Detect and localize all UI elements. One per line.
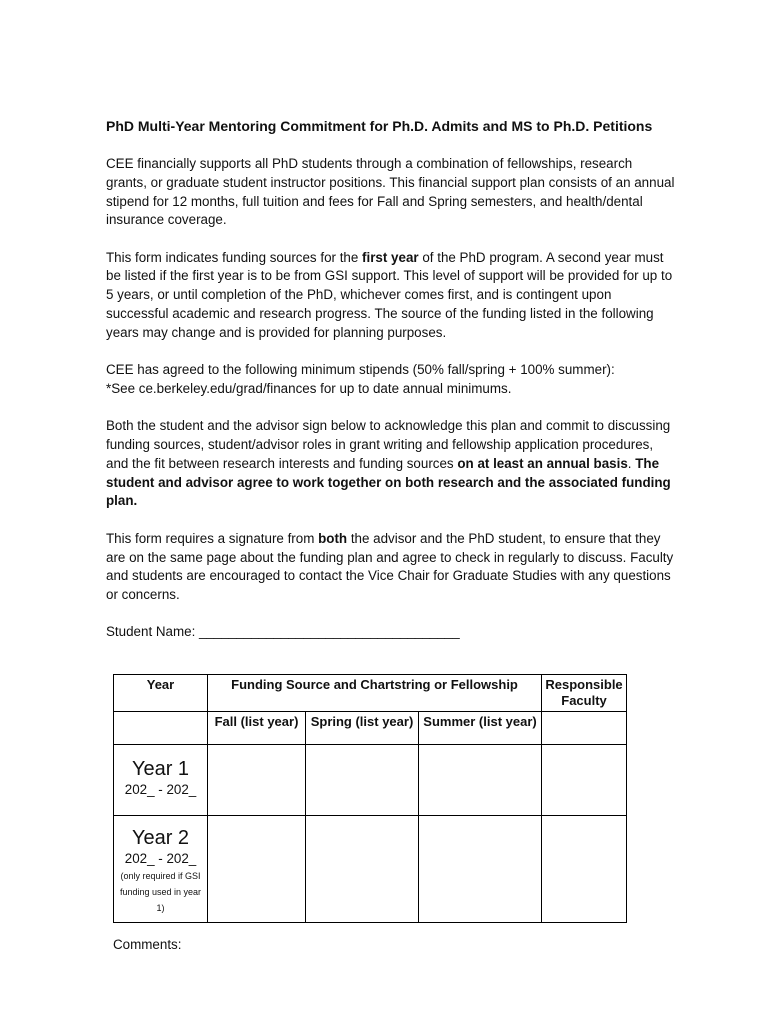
- year-1-fall-cell[interactable]: [208, 745, 306, 816]
- year-1-cell: Year 1 202_ - 202_: [114, 745, 208, 816]
- year-2-faculty-cell[interactable]: [542, 816, 627, 923]
- funding-table: [113, 674, 627, 923]
- year-2-summer-cell[interactable]: [419, 816, 542, 923]
- header-fall: Fall (list year): [208, 712, 306, 745]
- year-2-spring-cell[interactable]: [306, 816, 419, 923]
- signature-requirement-paragraph: This form requires a signature from both the advisor and the PhD student, to ensure that they are on the same page about the funding plan and agree to check in regularly to discuss. Faculty and students are encouraged to contact the Vice Chair for Graduate Studies with any questions or concerns.: [106, 530, 674, 603]
- acknowledgement-paragraph: Both the student and the advisor sign below to acknowledge this plan and commit to discussing funding sources, student/advisor roles in grant writing and fellowship application procedures, and the fit between research interests and funding sources on at least an annual basis. The student and advisor agree to work together on both research and the associated funding plan.: [106, 418, 671, 509]
- intro-paragraph: CEE financially supports all PhD students through a combination of fellowships, research grants, or graduate student instructor positions. This financial support plan consists of an annual stipend for 12 months, full tuition and fees for Fall and Spring semesters, and health/dental insurance coverage.: [106, 156, 675, 228]
- header-summer: Summer (list year): [419, 712, 542, 745]
- year-2-fall-cell[interactable]: [208, 816, 306, 923]
- student-name-field[interactable]: Student Name: ___________________________________: [106, 624, 460, 640]
- header-blank-faculty: [542, 712, 627, 745]
- stipend-paragraph: CEE has agreed to the following minimum stipends (50% fall/spring + 100% summer): *See ce.berkeley.edu/grad/finances for up to date annual minimums.: [106, 362, 615, 396]
- comments-label: Comments:: [113, 937, 182, 952]
- year-1-spring-cell[interactable]: [306, 745, 419, 816]
- year-1-faculty-cell[interactable]: [542, 745, 627, 816]
- header-spring: Spring (list year): [306, 712, 419, 745]
- year-1-summer-cell[interactable]: [419, 745, 542, 816]
- header-funding-source: Funding Source and Chartstring or Fellowship: [208, 675, 542, 712]
- year-2-cell: Year 2 202_ - 202_ (only required if GSI funding used in year 1): [114, 816, 208, 923]
- form-purpose-paragraph: This form indicates funding sources for the first year of the PhD program. A second year must be listed if the first year is to be from GSI support. This level of support will be provided for up to 5 years, or until completion of the PhD, whichever comes first, and is contingent upon successful academic and research progress. The source of the funding listed in the following years may change and is provided for planning purposes.: [106, 249, 673, 340]
- table-row: [114, 816, 627, 923]
- header-responsible-faculty: Responsible Faculty: [542, 675, 627, 712]
- table-row: [114, 745, 627, 816]
- document-title: PhD Multi-Year Mentoring Commitment for Ph.D. Admits and MS to Ph.D. Petitions: [106, 118, 653, 134]
- header-blank: [114, 712, 208, 745]
- document-body: [106, 117, 676, 654]
- header-year: Year: [114, 675, 208, 712]
